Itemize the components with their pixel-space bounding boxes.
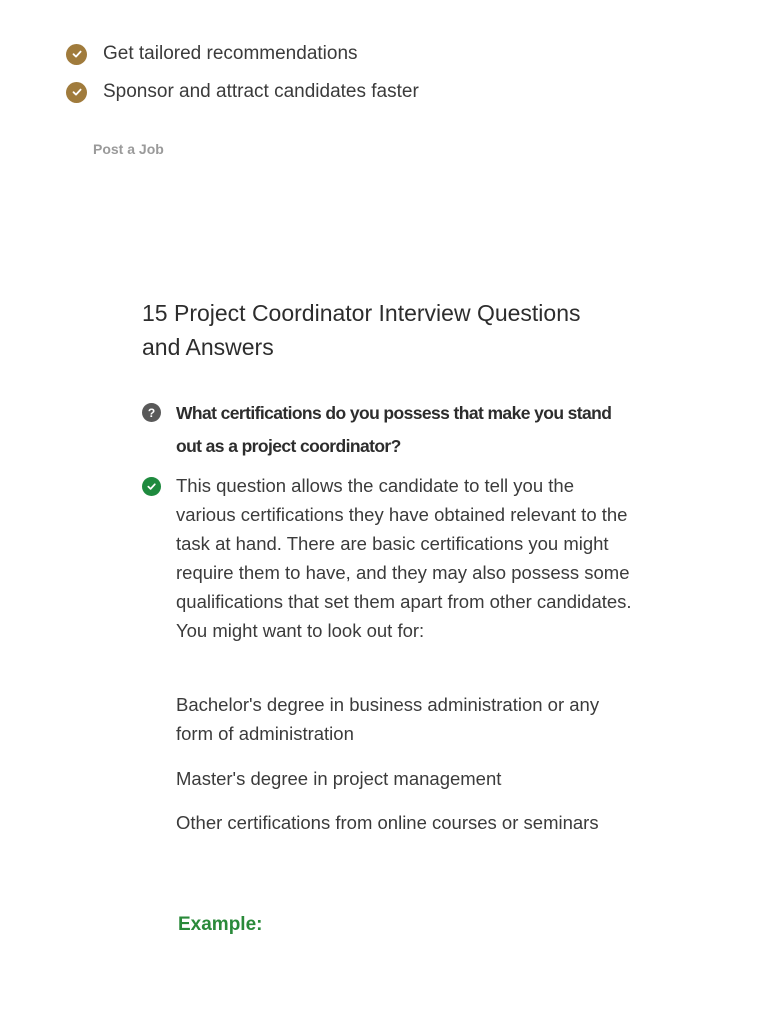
example-label: Example: (178, 914, 263, 935)
list-item: Bachelor's degree in business administration or any form of administration (176, 694, 600, 744)
answer-check-icon (142, 477, 161, 496)
article-title: 15 Project Coordinator Interview Questions and Answers (142, 300, 581, 360)
question-icon: ? (142, 403, 161, 422)
checkmark-icon (66, 82, 87, 103)
question-text: What certifications do you possess that make you stand out as a project coordinator? (176, 403, 612, 456)
post-job-link[interactable]: Post a Job (93, 141, 164, 157)
benefit-label: Get tailored recommendations (103, 43, 358, 64)
list-item: Other certifications from online courses or seminars (176, 812, 599, 833)
answer-text: This question allows the candidate to tell you the various certifications they have obtained relevant to the task at hand. There are basic certifications you might require them to have, and they may also possess some qualifications that set them apart from other candidates. You might want to look out for: (176, 475, 632, 641)
benefit-item (66, 42, 358, 66)
benefit-item (66, 80, 419, 104)
checkmark-icon (66, 44, 87, 65)
benefit-label: Sponsor and attract candidates faster (103, 81, 419, 102)
list-item: Master's degree in project management (176, 768, 502, 789)
